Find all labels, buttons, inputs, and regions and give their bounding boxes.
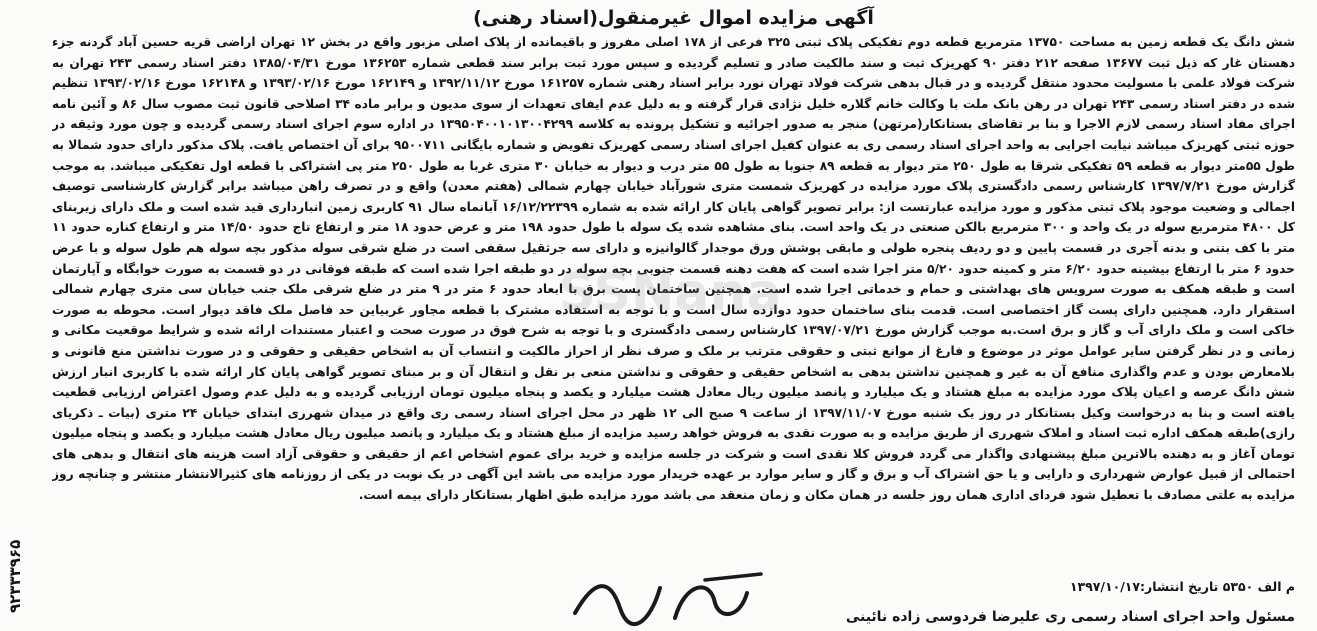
notice-title: آگهی مزایده اموال غیرمنقول(اسناد رهنی) bbox=[473, 7, 874, 29]
watermark bbox=[520, 240, 820, 360]
notice-body: شش دانگ یک قطعه زمین به مساحت ۱۳۷۵۰ مترمربع قطعه دوم تفکیکی پلاک ثبتی ۳۲۵ فرعی از ۱۷۸ اصلی مفروز و باقیمانده از پلاک اصلی مزبور واقع در بخش ۱۲ تهران اراضی قریه حسین آباد گردنه جزء دهستان غار که ذیل ثبت ۱۳۶۷۷ صفحه ۲۱۲ دفتر ۹۰ کهریزک ثبت و سند مالکیت صادر و تسلیم گردیده و سپس مورد ثبت برابر سند قطعی شماره ۱۳۶۲۵۳ مورخ ۱۳۸۵/۰۴/۳۱ دفتر اسناد رسمی ۲۴۳ تهران به شرکت فولاد علمی با مسولیت محدود منتقل گردیده و در قبال بدهی شرکت فولاد تهران نورد برابر اسناد رهنی شماره ۱۶۱۲۵۷ مورخ ۱۳۹۲/۱۱/۱۲ و ۱۶۲۱۴۹ مورخ ۱۳۹۳/۰۲/۱۶ و ۱۶۲۱۴۸ مورخ ۱۳۹۳/۰۲/۱۶ تنظیم شده در دفتر اسناد رسمی ۲۴۳ تهران در رهن بانک ملت با وکالت خانم گلاره خلیل نژادی قرار گرفته و به دلیل عدم ایفای تعهدات از سوی مدیون و برابر ماده ۳۴ اصلاحی قانون ثبت مصوب سال ۸۶ و آئین نامه اجرای مفاد اسناد رسمی لازم الاجرا و بنا بر تقاضای بستانکار(مرتهن) منجر به صدور اجرائیه و تشکیل پرونده به کلاسه ۱۳۹۵۰۴۰۰۱۰۱۳۰۰۴۲۹۹ در اداره سوم اجرای اسناد رسمی گردیده و چون مورد وثیقه در حوزه ثبتی کهریزک میباشد نیابت اجرایی به واحد اجرای اسناد رسمی ری به عنوان کفیل اجرای اسناد رسمی کهریزک تفویض و شماره بایگانی ۹۵۰۰۷۱۱ برای آن اختصاص یافت. پلاک مذکور دارای حدود شمالا به طول ۵۵متر دیوار به قطعه ۵۹ تفکیکی شرقا به طول ۲۵۰ متر دیوار به قطعه ۸۹ جنوبا به طول ۵۵ متر درب و دیوار به خیابان ۳۰ متری غربا به طول ۲۵۰ متر پی اشتراکی با قطعه اول تفکیکی میباشد. به موجب گزارش مورخ ۱۳۹۷/۷/۲۱ کارشناس رسمی دادگستری پلاک مورد مزایده در کهریزک شمست متری شورآباد خیابان چهارم شمالی (هفتم معدن) واقع و در تصرف راهن میباشد برابر گزارش کارشناسی توصیف اجمالی و وضعیت موجود پلاک ثبتی مذکور و مورد مزایده عبارتست از: برابر تصویر گواهی پایان کار ارائه شده به شماره ۱۶/۱۲/۲۲۳۹۹ آبانماه سال ۹۱ کاربری زمین انبارداری قید شده است و ملک دارای زیربنای کل ۴۸۰۰ مترمربع سوله در یک واحد و ۳۰۰ مترمربع بالکن صنعتی در یک واحد است. بنای مشاهده شده یک سوله با طول حدود ۱۹۸ متر و عرض حدود ۱۸ متر و ارتفاع تاج حدود ۱۴/۵۰ متر و ارتفاع کناره حدود ۱۱ متر با کف بتنی و بدنه آجری در قسمت پایین و دو ردیف پنجره طولی و مابقی پوشش ورق موجدار گالوانیزه و دارای سه جرثقیل سقفی است در ضلع شرقی سوله مذکور بچه سوله هم طول سوله و با عرض حدود ۶ متر با ارتفاع بیشینه حدود ۶/۲۰ متر و کمینه حدود ۵/۲۰ متر اجرا شده است که هفت دهنه قسمت جنوبی بچه سوله در دو طبقه اجرا شده است که طبقه فوقانی در دو قسمت به صورت خوابگاه و آپارتمان است و طبقه همکف به صورت سرویس های بهداشتی و حمام و خدماتی اجرا شده است. همچنین ساختمان پست برق با ابعاد حدود ۶ متر در ۹ متر در ضلع شرقی ملک جنب خیابان سی متری چهارم شمالی استقرار دارد. همچنین دارای پست گاز اختصاصی است. قدمت بنای ساختمان حدود دوازده سال است و با توجه به استفاده مشترک با قطعه مجاور غربیاین حد فاصل ملک فاقد دیوار است. محوطه به صورت خاکی است و ملک دارای آب و گاز و برق است.به موجب گزارش مورخ ۱۳۹۷/۰۷/۲۱ کارشناس رسمی دادگستری و با توجه به شرح فوق در صورت صحت و اعتبار مستندات ارائه شده و شرایط موقعیت مکانی و زمانی و در نظر گرفتن سایر عوامل موثر در موضوع و فارغ از موانع ثبتی و حقوقی مترتب بر ملک و صرف نظر از احراز مالکیت و انتساب آن به اشخاص حقیقی و حقوقی و در صورت نداشتن منع قانونی و بلامعارض بودن و عدم واگذاری منافع آن به غیر و همچنین نداشتن بدهی به اشخاص حقیقی و حقوقی و نداشتن منعی بر نقل و انتقال آن و بر مبنای تصویر گواهی پایان کار ارائه شده با کاربری انبار ارزش شش دانگ عرصه و اعیان پلاک مورد مزایده به مبلغ هشتاد و یک میلیارد و پانصد میلیون ریال معادل هشت میلیارد و یکصد و پنجاه میلیون تومان ارزیابی گردیده و به دلیل عدم وصول اعتراض ارزیابی قطعیت یافته است و بنا به درخواست وکیل بستانکار در روز یک شنبه مورخ ۱۳۹۷/۱۱/۰۷ از ساعت ۹ صبح الی ۱۲ ظهر در محل اجرای اسناد رسمی ری واقع در میدان شهرری ابتدای خیابان ۲۴ متری (بیات ـ ذکریای رازی)طبقه همکف اداره ثبت اسناد و املاک شهرری از طریق مزایده و به صورت نقدی به فروش خواهد رسید مزایده از مبلغ هشتاد و یک میلیارد و پانصد میلیون ریال معادل هشت میلیارد و یکصد و پنجاه میلیون تومان آغاز و به دهنده بالاترین مبلغ پیشنهادی واگذار می گردد فروش کلا نقدی است و شرکت در جلسه مزایده و خرید برای عموم اشخاص اعم از حقیقی و حقوقی آزاد است هزینه های انتقال و بدهی های احتمالی از قبیل عوارض شهرداری و دارایی و یا حق اشتراک آب و برق و گاز و سایر موارد بر عهده خریدار مورد مزایده می باشد این آگهی در یک نوبت در یکی از روزنامه های کثیرالانتشار منتشر و چنانچه روز مزایده به علتی مصادف با تعطیل شود فردای اداری همان روز جلسه در همان مکان و زمان منعقد می باشد مورد مزایده طبق اظهار بستانکار دارای بیمه است. bbox=[52, 35, 1295, 503]
publication-line: م الف ۵۳۵۰ تاریخ انتشار:۱۳۹۷/۱۰/۱۷ bbox=[1069, 579, 1295, 594]
signature: مسئول واحد اجرای اسناد رسمی ری علیرضا فردوسی زاده نائینی bbox=[845, 609, 1295, 625]
handwritten-mark bbox=[565, 568, 775, 628]
watermark-text: SSNana bbox=[558, 263, 782, 323]
side-code: ۹۲۳۳۳۹۶۵ bbox=[6, 540, 24, 614]
